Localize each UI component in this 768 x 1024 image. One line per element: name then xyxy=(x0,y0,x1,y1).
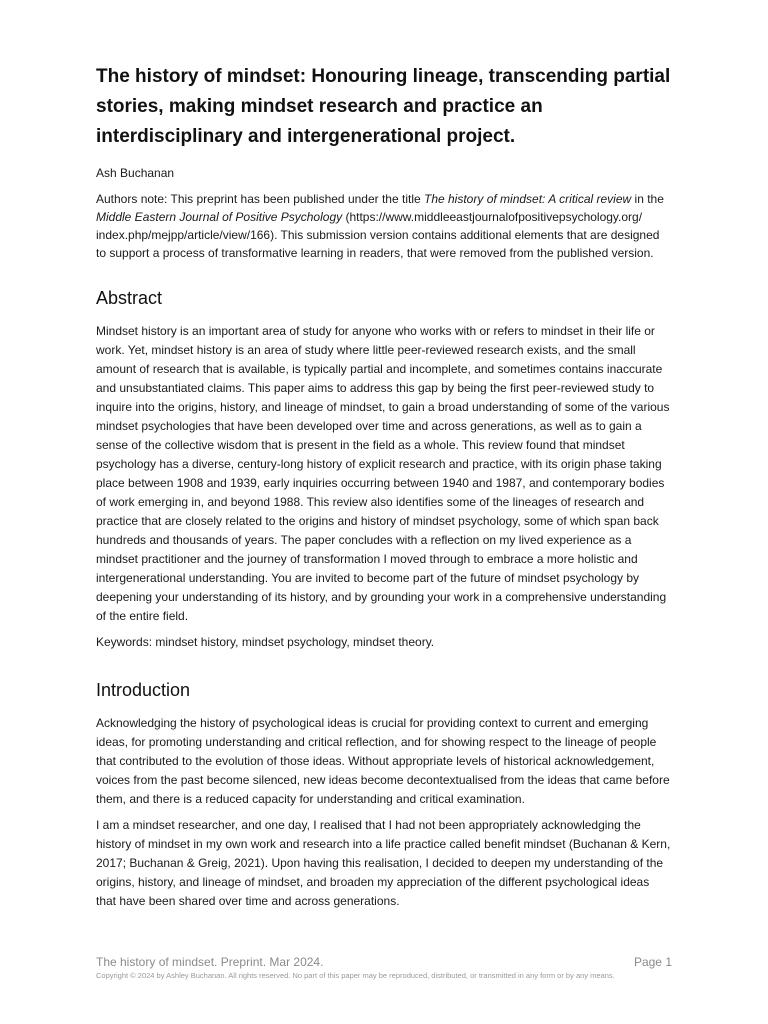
journal-name: Middle Eastern Journal of Positive Psychology xyxy=(96,210,343,224)
paper-page xyxy=(96,62,672,918)
paper-title: The history of mindset: Honouring lineage, transcending partial stories, making mindset research and practice an interdisciplinary and intergenerational project. xyxy=(96,66,671,147)
authors-note-part1: Authors note: This preprint has been published under the title xyxy=(96,192,424,206)
authors-note xyxy=(96,190,672,262)
page-number: Page 1 xyxy=(633,955,672,969)
published-title: The history of mindset: A critical review xyxy=(424,192,632,206)
authors-note-part2: in the xyxy=(631,192,664,206)
authors-note-part3: (https://www.middleeastjournalofpositivepsychology.org/ index.php/mejpp/article/view/166). This submission version contains additional elements that are designed to support a process of transformative learning in readers, that were removed from the published version. xyxy=(96,210,660,260)
footer-citation: The history of mindset. Preprint. Mar 2024. xyxy=(96,955,324,969)
author-name: Ash Buchanan xyxy=(96,166,175,180)
keywords: Keywords: mindset history, mindset psychology, mindset theory. xyxy=(96,635,435,649)
abstract-body: Mindset history is an important area of study for anyone who works with or refers to mindset in their life or work. Yet, mindset history is an area of study where little peer-reviewed research exists, and the small amount of research that is available, is typically partial and incomplete, and sometimes contains inaccurate and unsubstantiated claims. This paper aims to address this gap by being the first peer-reviewed study to inquire into the origins, history, and lineage of mindset, to gain a broad understanding of some of the various mindset psychologies that have been developed over time and across generations, as well as to gain a sense of the collective wisdom that is present in the field as a whole. This review found that mindset psychology has a diverse, century-long history of explicit research and practice, with its origin phase taking place between 1908 and 1939, early inquiries occurring between 1940 and 1987, and contemporary bodies of work emerging in, and beyond 1988. This review also identifies some of the lineages of research and practice that are closely related to the origins and history of mindset psychology, some of which span back hundreds and thousands of years. The paper concludes with a reflection on my lived experience as a mindset practitioner and the journey of transformation I moved through to embrace a more holistic and intergenerational understanding. You are invited to become part of the future of mindset psychology by deepening your understanding of its history, and by grounding your work in a comprehensive understanding of the entire field. xyxy=(96,324,670,623)
page-footer xyxy=(96,954,672,982)
introduction-paragraph-1: Acknowledging the history of psychological ideas is crucial for providing context to current and emerging ideas, for promoting understanding and critical reflection, and for showing respect to the lineage of people that contributed to the evolution of those ideas. Without appropriate levels of historical acknowledgement, voices from the past become silenced, new ideas become decontextualised from the ideas that came before them, and there is a reduced capacity for understanding and critical examination. xyxy=(96,716,670,806)
introduction-heading: Introduction xyxy=(96,680,191,700)
abstract-heading: Abstract xyxy=(96,288,163,308)
copyright-notice: Copyright © 2024 by Ashley Buchanan. All rights reserved. No part of this paper may be reproduced, distributed, or transmitted in any form or by any means. xyxy=(96,971,615,980)
introduction-paragraph-2: I am a mindset researcher, and one day, I realised that I had not been appropriately acknowledging the history of mindset in my own work and research into a life practice called benefit mindset (Buchanan & Kern, 2017; Buchanan & Greig, 2021). Upon having this realisation, I decided to deepen my understanding of the origins, history, and lineage of mindset, and broaden my appreciation of the different psychological ideas that have been shared over time and across generations. xyxy=(96,818,671,908)
